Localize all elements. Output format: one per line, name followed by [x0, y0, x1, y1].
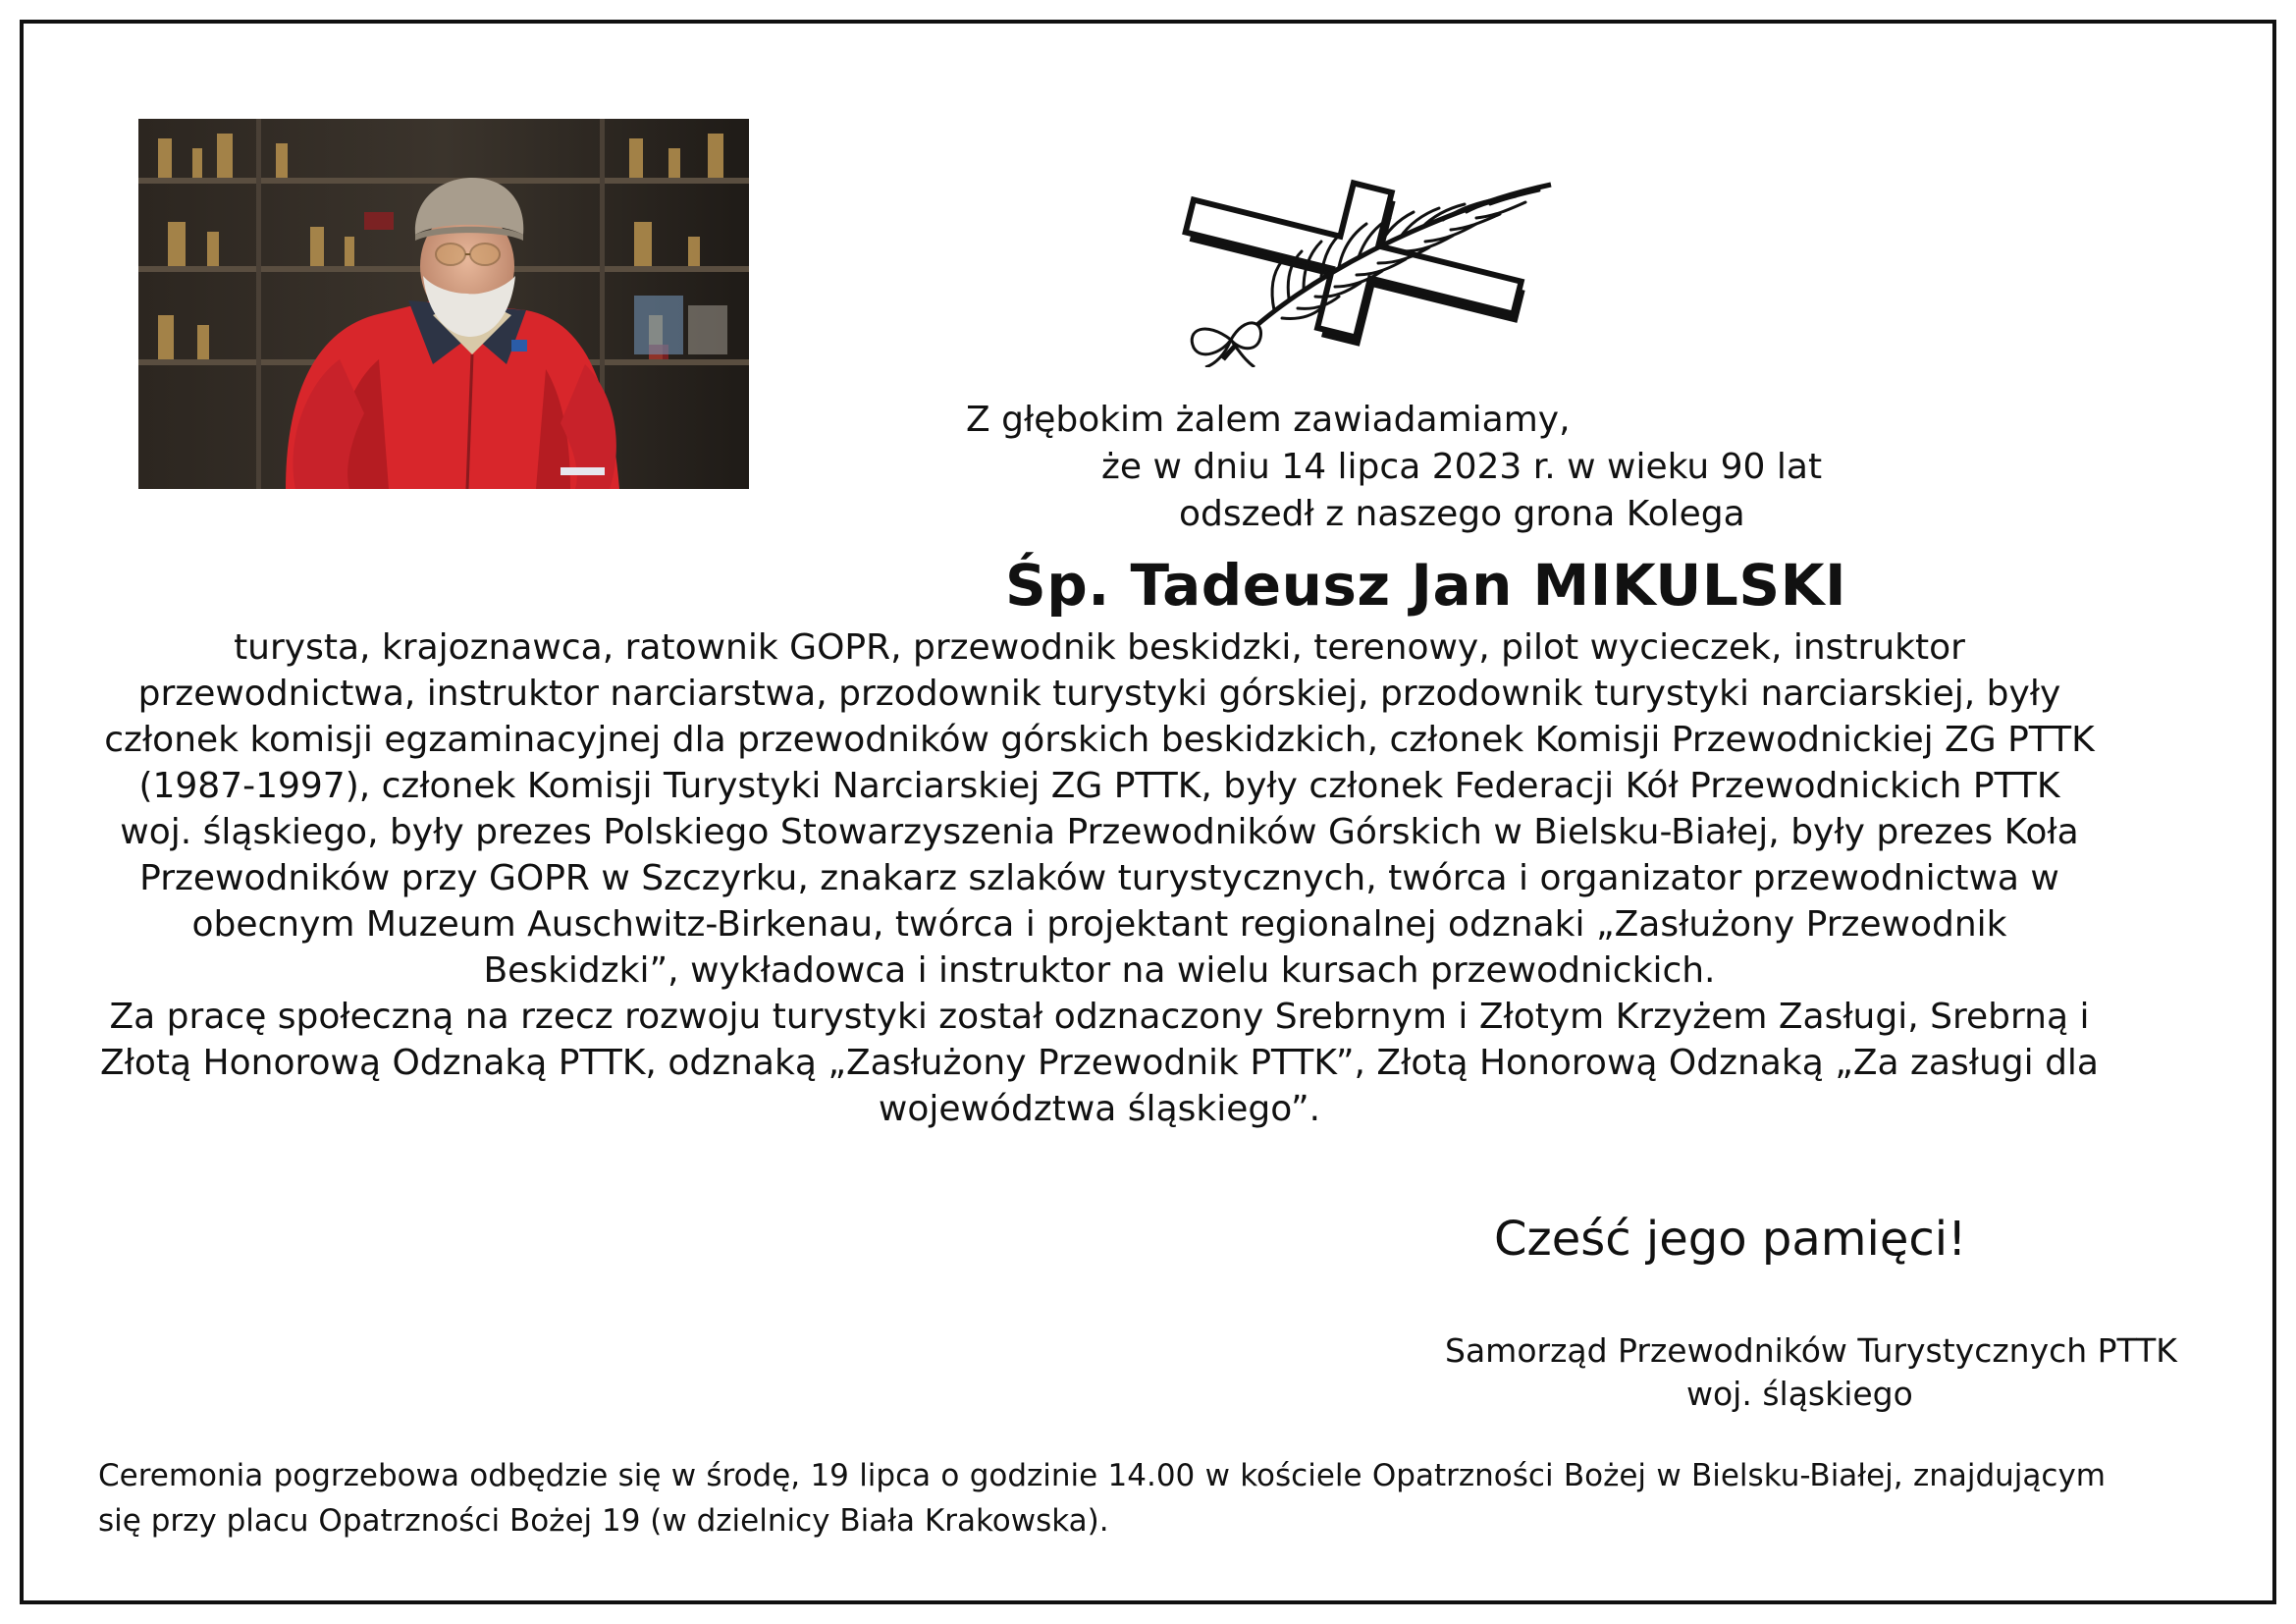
signature-region: woj. śląskiego — [1686, 1375, 1913, 1413]
biography-roles: turysta, krajoznawca, ratownik GOPR, przewodnik beskidzki, terenowy, pilot wycieczek, instruktor przewodnictwa, instruktor narciarstwa, przodownik turystyki górskiej, przodownik turystyki narciarskiej, były członek komisji egzaminacyjnej dla przewodników górskich beskidzkich, członek Komisji Przewodnickiej ZG PTTK (1987-1997), członek Komisji Turystyki Narciarskiej ZG PTTK, były członek Federacji Kół Przewodnickich PTTK woj. śląskiego, były prezes Polskiego Stowarzyszenia Przewodników Górskich w Bielsku-Białej, były prezes Koła Przewodników przy GOPR w Szczyrku, znakarz szlaków turystycznych, twórca i organizator przewodnictwa w obecnym Muzeum Auschwitz-Birkenau, twórca i projektant regionalnej odznaki „Zasłużony Przewodnik Beskidzki”, wykładowca i instruktor na wielu kursach przewodnickich. — [104, 627, 2095, 991]
biography-awards: Za pracę społeczną na rzecz rozwoju turystyki został odznaczony Srebrnym i Złotym Krzyżem Zasługi, Srebrną i Złotą Honorową Odznaką PTTK, odznaką „Zasłużony Przewodnik PTTK”, Złotą Honorową Odznaką „Za zasługi dla województwa śląskiego”. — [100, 997, 2099, 1129]
biography — [98, 624, 2101, 1132]
deceased-name: Śp. Tadeusz Jan MIKULSKI — [1005, 552, 1847, 619]
intro-line-2: że w dniu 14 lipca 2023 r. w wieku 90 lat — [1101, 447, 1823, 487]
cross-with-palm-branch-and-ribbon-icon — [1166, 173, 1561, 367]
intro-line-1: Z głębokim żalem zawiadamiamy, — [966, 400, 1571, 440]
intro-line-3: odszedł z naszego grona Kolega — [1179, 494, 1745, 534]
farewell-text: Cześć jego pamięci! — [1494, 1212, 1967, 1267]
signature-organization: Samorząd Przewodników Turystycznych PTTK — [1445, 1331, 2177, 1370]
ceremony-info: Ceremonia pogrzebowa odbędzie się w środę, 19 lipca o godzinie 14.00 w kościele Opatrzności Bożej w Bielsku-Białej, znajdującym się przy placu Opatrzności Bożej 19 (w dzielnicy Biała Krakowska). — [98, 1458, 2106, 1539]
portrait-photo — [138, 119, 749, 489]
